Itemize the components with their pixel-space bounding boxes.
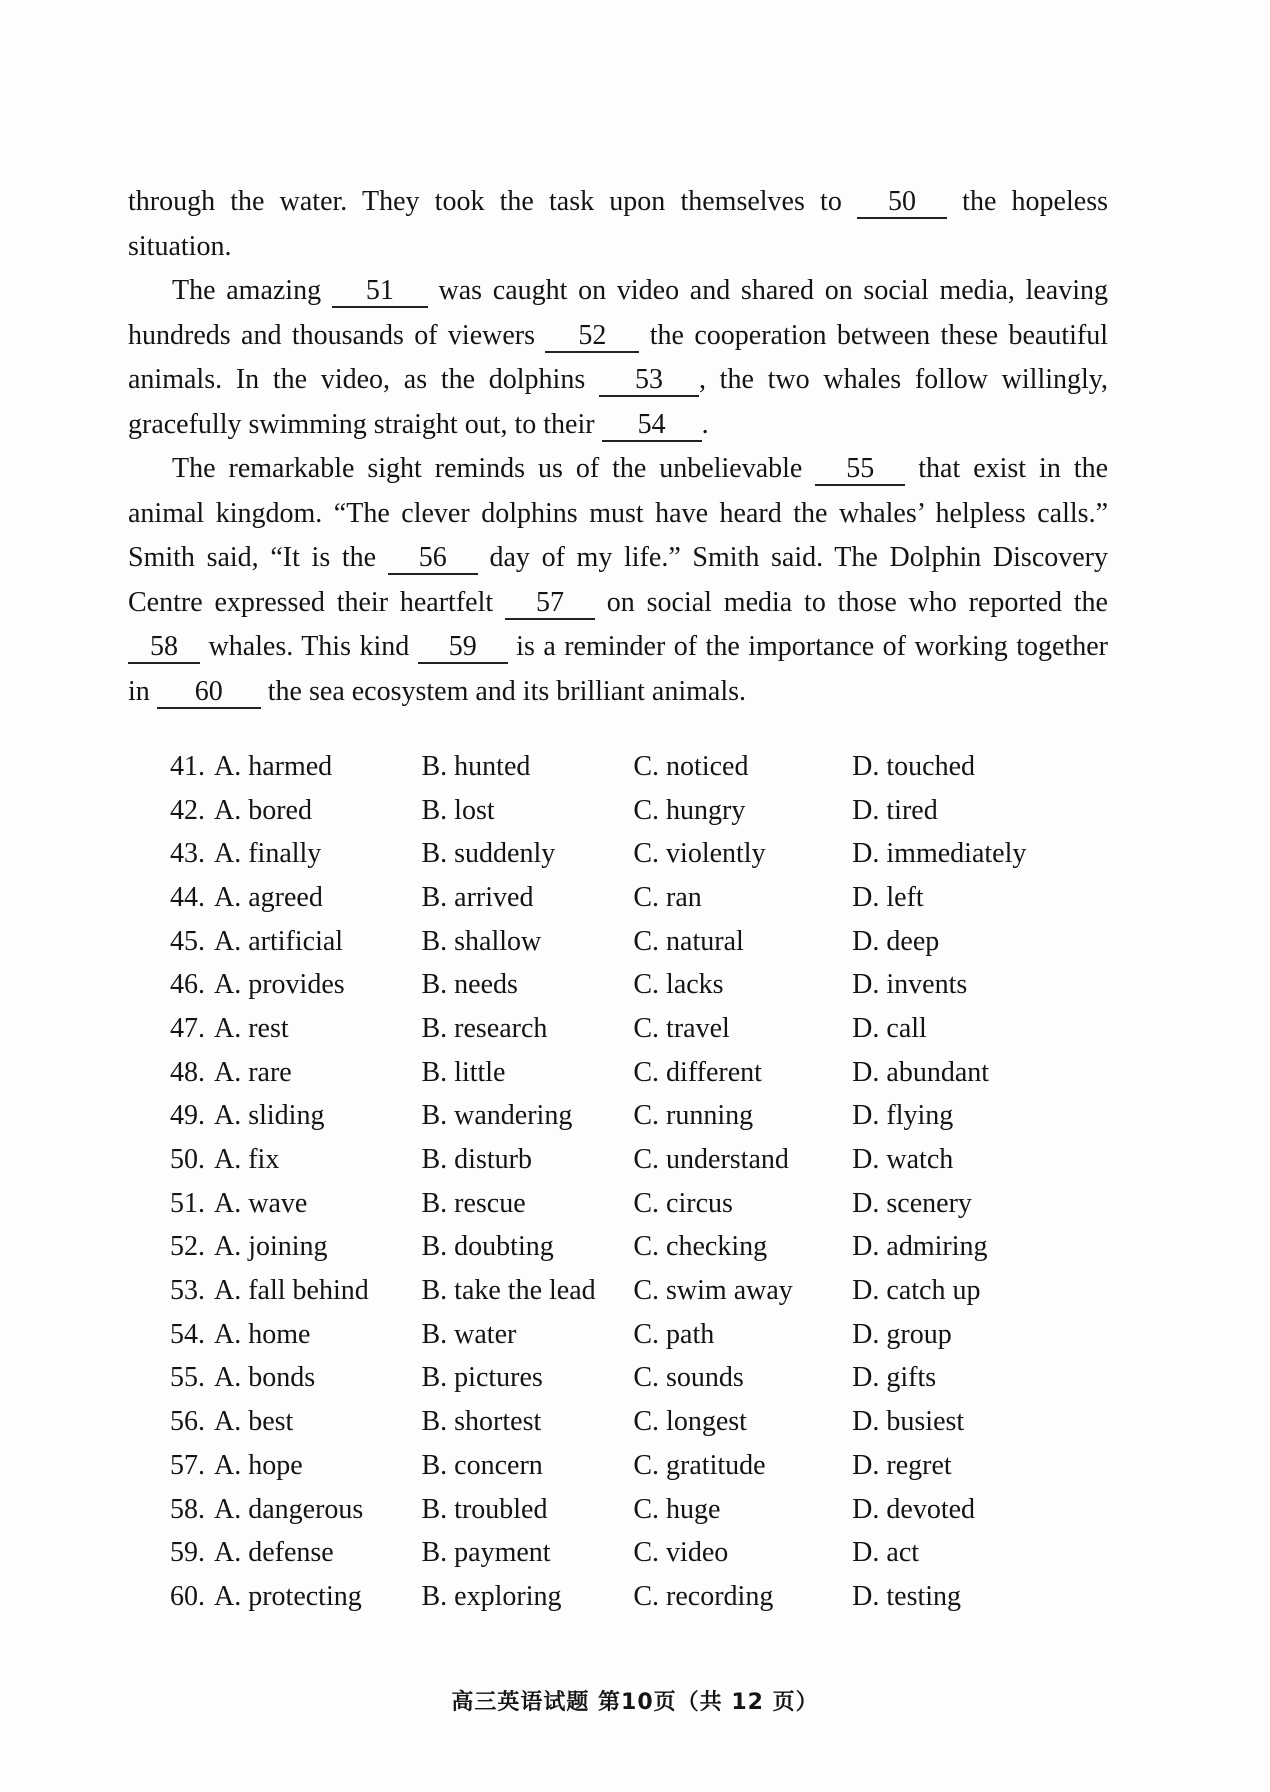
option-a[interactable]: A. artificial <box>214 925 344 957</box>
blank-53: 53 <box>599 365 699 397</box>
option-b[interactable]: B. little <box>421 1056 506 1088</box>
question-number: 41. <box>170 750 205 782</box>
option-b[interactable]: B. research <box>421 1012 548 1044</box>
question-number: 52. <box>170 1231 205 1263</box>
option-c[interactable]: C. lacks <box>633 969 724 1001</box>
passage-text: . <box>701 408 709 440</box>
option-c[interactable]: C. sounds <box>633 1362 744 1394</box>
blank-60: 60 <box>157 677 261 709</box>
option-b[interactable]: B. hunted <box>421 750 531 782</box>
option-c[interactable]: C. swim away <box>633 1275 793 1307</box>
blank-54: 54 <box>602 410 702 442</box>
option-a[interactable]: A. fall behind <box>214 1275 369 1307</box>
option-a[interactable]: A. sliding <box>214 1100 325 1132</box>
question-number: 47. <box>170 1012 205 1044</box>
option-c[interactable]: C. huge <box>633 1493 721 1525</box>
paragraph-3 <box>128 447 1108 714</box>
option-d[interactable]: D. flying <box>852 1100 954 1132</box>
question-number: 50. <box>170 1144 205 1176</box>
question-row <box>170 789 1070 833</box>
option-a[interactable]: A. defense <box>214 1537 334 1569</box>
question-row <box>170 1444 1070 1488</box>
question-row <box>170 876 1070 920</box>
question-row <box>170 1531 1070 1575</box>
option-a[interactable]: A. bonds <box>214 1362 316 1394</box>
option-d[interactable]: D. deep <box>852 925 940 957</box>
option-d[interactable]: D. invents <box>852 969 968 1001</box>
passage-text: The amazing <box>172 275 332 306</box>
page-footer: 高三英语试题 第10页（共 12 页） <box>451 1690 819 1715</box>
passage-text: through the water. They took the task upon themselves to <box>128 186 857 217</box>
question-number: 59. <box>170 1537 205 1569</box>
option-c[interactable]: C. checking <box>633 1231 768 1263</box>
option-b[interactable]: B. pictures <box>421 1362 543 1394</box>
question-number: 56. <box>170 1406 205 1438</box>
option-b[interactable]: B. troubled <box>421 1493 548 1525</box>
option-c[interactable]: C. recording <box>633 1580 774 1612</box>
blank-59: 59 <box>418 632 508 664</box>
option-b[interactable]: B. needs <box>421 969 518 1001</box>
passage-text: , the two whales follow willingly, gracefully swimming straight out, to their <box>128 364 1108 440</box>
blank-51: 51 <box>332 276 428 308</box>
option-a[interactable]: A. best <box>214 1406 294 1438</box>
option-d[interactable]: D. abundant <box>852 1056 990 1088</box>
option-c[interactable]: C. violently <box>633 838 766 870</box>
question-row <box>170 1357 1070 1401</box>
blank-58: 58 <box>128 632 200 664</box>
option-b[interactable]: B. disturb <box>421 1144 532 1176</box>
option-d[interactable]: D. call <box>852 1012 927 1044</box>
option-a[interactable]: A. protecting <box>214 1580 362 1612</box>
option-b[interactable]: B. water <box>421 1318 517 1350</box>
option-a[interactable]: A. finally <box>214 838 322 870</box>
option-a[interactable]: A. dangerous <box>214 1493 364 1525</box>
question-row <box>170 1051 1070 1095</box>
question-number: 51. <box>170 1187 205 1219</box>
option-b[interactable]: B. arrived <box>421 881 534 913</box>
question-number: 57. <box>170 1449 205 1481</box>
passage-text: on social media to those who reported the <box>594 586 1108 618</box>
question-number: 58. <box>170 1493 205 1525</box>
option-d[interactable]: D. tired <box>852 794 938 826</box>
option-d[interactable]: D. gifts <box>852 1362 937 1394</box>
passage-text: the cooperation between these beautiful animals. In the video, as the dolphins <box>128 319 1108 395</box>
option-d[interactable]: D. touched <box>852 750 976 782</box>
option-d[interactable]: D. devoted <box>852 1493 976 1525</box>
option-b[interactable]: B. exploring <box>421 1580 562 1612</box>
question-number: 60. <box>170 1580 205 1612</box>
option-b[interactable]: B. take the lead <box>421 1275 596 1307</box>
question-number: 46. <box>170 969 205 1001</box>
option-c[interactable]: C. travel <box>633 1012 730 1044</box>
question-number: 45. <box>170 925 205 957</box>
question-number: 44. <box>170 881 205 913</box>
option-d[interactable]: D. watch <box>852 1144 954 1176</box>
option-b[interactable]: B. lost <box>421 794 495 826</box>
question-number: 42. <box>170 794 205 826</box>
question-row <box>170 832 1070 876</box>
option-b[interactable]: B. concern <box>421 1449 543 1481</box>
option-d[interactable]: D. admiring <box>852 1231 988 1263</box>
option-a[interactable]: A. bored <box>214 794 312 826</box>
blank-50: 50 <box>857 187 947 219</box>
option-a[interactable]: A. rare <box>214 1056 292 1088</box>
blank-55: 55 <box>815 454 905 486</box>
passage-text: whales. This kind <box>200 631 418 662</box>
passage-text: that exist in the animal kingdom. “The clever dolphins must have heard the whales’ helpless calls.” Smith said, “It is the <box>128 453 1109 573</box>
question-number: 53. <box>170 1275 205 1307</box>
question-number: 54. <box>170 1318 205 1350</box>
option-d[interactable]: D. catch up <box>852 1275 981 1307</box>
blank-52: 52 <box>545 321 639 353</box>
question-row <box>170 1226 1070 1270</box>
question-row <box>170 1488 1070 1532</box>
option-a[interactable]: A. provides <box>214 969 345 1001</box>
question-number: 43. <box>170 838 205 870</box>
option-b[interactable]: B. shortest <box>421 1406 542 1438</box>
option-a[interactable]: A. agreed <box>214 881 323 913</box>
option-b[interactable]: B. payment <box>421 1537 551 1569</box>
question-row <box>170 1575 1070 1619</box>
passage-text: The remarkable sight reminds us of the unbelievable <box>172 453 816 484</box>
question-row <box>170 745 1070 789</box>
option-a[interactable]: A. harmed <box>214 750 333 782</box>
passage-text: day of my life.” Smith said. The Dolphin Discovery Centre expressed their heartfelt <box>128 542 1108 618</box>
question-row <box>170 1182 1070 1226</box>
question-row <box>170 1095 1070 1139</box>
paragraph-2 <box>128 269 1108 447</box>
option-c[interactable]: C. circus <box>633 1187 733 1219</box>
option-d[interactable]: D. act <box>852 1537 920 1569</box>
question-row <box>170 1313 1070 1357</box>
option-c[interactable]: C. natural <box>633 925 744 957</box>
option-d[interactable]: D. immediately <box>852 838 1027 870</box>
option-c[interactable]: C. longest <box>633 1406 747 1438</box>
answer-options <box>170 745 1070 1619</box>
option-c[interactable]: C. gratitude <box>633 1449 766 1481</box>
option-b[interactable]: B. rescue <box>421 1187 526 1219</box>
passage-text: the sea ecosystem and its brilliant animals. <box>260 675 746 707</box>
question-row <box>170 1269 1070 1313</box>
option-d[interactable]: D. regret <box>852 1449 952 1481</box>
option-d[interactable]: D. testing <box>852 1580 962 1612</box>
option-a[interactable]: A. home <box>214 1318 311 1350</box>
question-number: 49. <box>170 1100 205 1132</box>
blank-56: 56 <box>388 543 478 575</box>
option-b[interactable]: B. shallow <box>421 925 542 957</box>
option-c[interactable]: C. video <box>633 1537 729 1569</box>
question-number: 55. <box>170 1362 205 1394</box>
option-c[interactable]: C. hungry <box>633 794 746 826</box>
question-row <box>170 1007 1070 1051</box>
question-row <box>170 1400 1070 1444</box>
option-d[interactable]: D. busiest <box>852 1406 965 1438</box>
option-b[interactable]: B. suddenly <box>421 838 556 870</box>
paragraph-1 <box>128 180 1108 269</box>
cloze-passage <box>128 180 1108 714</box>
option-a[interactable]: A. joining <box>214 1231 328 1263</box>
passage-text: was caught on video and shared on social media, leaving hundreds and thousands of viewers <box>128 275 1109 351</box>
option-c[interactable]: C. path <box>633 1318 715 1350</box>
blank-57: 57 <box>505 588 595 620</box>
option-a[interactable]: A. wave <box>214 1187 308 1219</box>
option-d[interactable]: D. scenery <box>852 1187 972 1219</box>
question-row <box>170 1138 1070 1182</box>
question-row <box>170 963 1070 1007</box>
option-c[interactable]: C. noticed <box>633 750 749 782</box>
passage-text: the hopeless situation. <box>128 186 1108 262</box>
option-c[interactable]: C. running <box>633 1100 754 1132</box>
option-a[interactable]: A. hope <box>214 1449 303 1481</box>
option-d[interactable]: D. group <box>852 1318 952 1350</box>
question-row <box>170 920 1070 964</box>
passage-text: is a reminder of the importance of working together in <box>128 631 1108 707</box>
option-b[interactable]: B. doubting <box>421 1231 554 1263</box>
option-c[interactable]: C. different <box>633 1056 762 1088</box>
option-a[interactable]: A. rest <box>214 1012 289 1044</box>
option-b[interactable]: B. wandering <box>421 1100 573 1132</box>
option-c[interactable]: C. understand <box>633 1144 789 1176</box>
option-c[interactable]: C. ran <box>633 881 702 913</box>
option-d[interactable]: D. left <box>852 881 924 913</box>
question-number: 48. <box>170 1056 205 1088</box>
option-a[interactable]: A. fix <box>214 1144 280 1176</box>
